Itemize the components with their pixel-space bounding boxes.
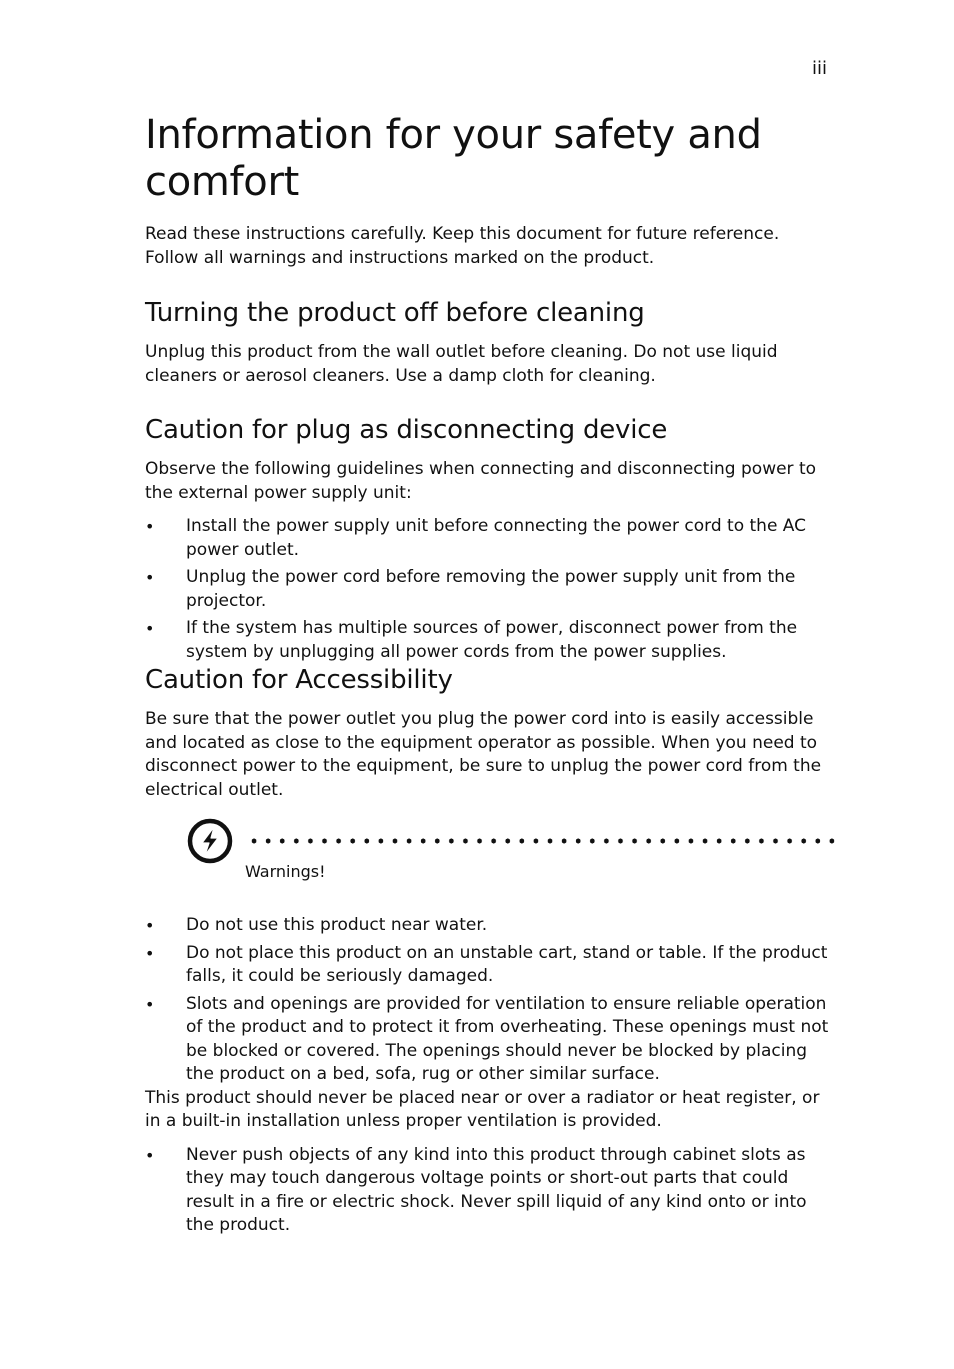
list-item: • Slots and openings are provided for ventilation to ensure reliable operation of the product and to protect it from overheating. These openings must not be blocked or covered. The openings should never be blocked by placing the product on a bed, sofa, rug or other similar surface.: [145, 993, 829, 1084]
bullet-icon: •: [145, 568, 155, 587]
section-heading-cleaning: Turning the product off before cleaning: [145, 298, 645, 328]
lightning-warning-icon: [187, 818, 233, 864]
list-item: • Do not use this product near water.: [145, 914, 835, 938]
list-item: • Install the power supply unit before connecting the power cord to the AC power outlet.: [145, 516, 807, 560]
list-item: • Never push objects of any kind into this product through cabinet slots as they may touch dangerous voltage points or short-out parts that could result in a fire or electric shock. Never spill liquid of any kind onto or into the product.: [145, 1144, 807, 1235]
page-number: iii: [812, 58, 828, 79]
bullet-icon: •: [145, 916, 155, 935]
document-body: [145, 112, 835, 1238]
intro-paragraph: Read these instructions carefully. Keep this document for future reference. Follow all warnings and instructions marked on the product.: [145, 224, 780, 268]
dotted-divider: [247, 838, 835, 844]
bullet-icon: •: [145, 943, 155, 963]
plug-paragraph: Observe the following guidelines when connecting and disconnecting power to the external power supply unit:: [145, 459, 817, 503]
bullet-icon: •: [145, 994, 155, 1014]
list-item: • Do not place this product on an unstable cart, stand or table. If the product falls, it could be seriously damaged.: [145, 942, 828, 986]
warning-callout: [145, 818, 835, 888]
plug-guidelines-list: [145, 515, 835, 664]
section-heading-accessibility: Caution for Accessibility: [145, 665, 453, 695]
bullet-icon: •: [145, 619, 155, 638]
bullet-icon: •: [145, 517, 155, 536]
warnings-list: [145, 914, 835, 1087]
list-item: • If the system has multiple sources of power, disconnect power from the system by unplugging all power cords from the power supplies.: [145, 618, 798, 662]
final-warnings-list: [145, 1144, 835, 1238]
cleaning-paragraph: Unplug this product from the wall outlet before cleaning. Do not use liquid cleaners or aerosol cleaners. Use a damp cloth for cleaning.: [145, 342, 778, 386]
warning-label: Warnings!: [245, 862, 326, 881]
bullet-icon: •: [145, 1145, 155, 1165]
accessibility-paragraph: Be sure that the power outlet you plug the power cord into is easily accessible and located as close to the equipment operator as possible. When you need to disconnect power to the equipment, be sure to unplug the power cord from the electrical outlet.: [145, 709, 822, 800]
page-title: Information for your safety and comfort: [145, 112, 762, 205]
list-item: • Unplug the power cord before removing the power supply unit from the projector.: [145, 567, 796, 611]
section-heading-plug: Caution for plug as disconnecting device: [145, 415, 668, 445]
radiator-paragraph: This product should never be placed near or over a radiator or heat register, or in a built-in installation unless proper ventilation is provided.: [145, 1087, 820, 1131]
